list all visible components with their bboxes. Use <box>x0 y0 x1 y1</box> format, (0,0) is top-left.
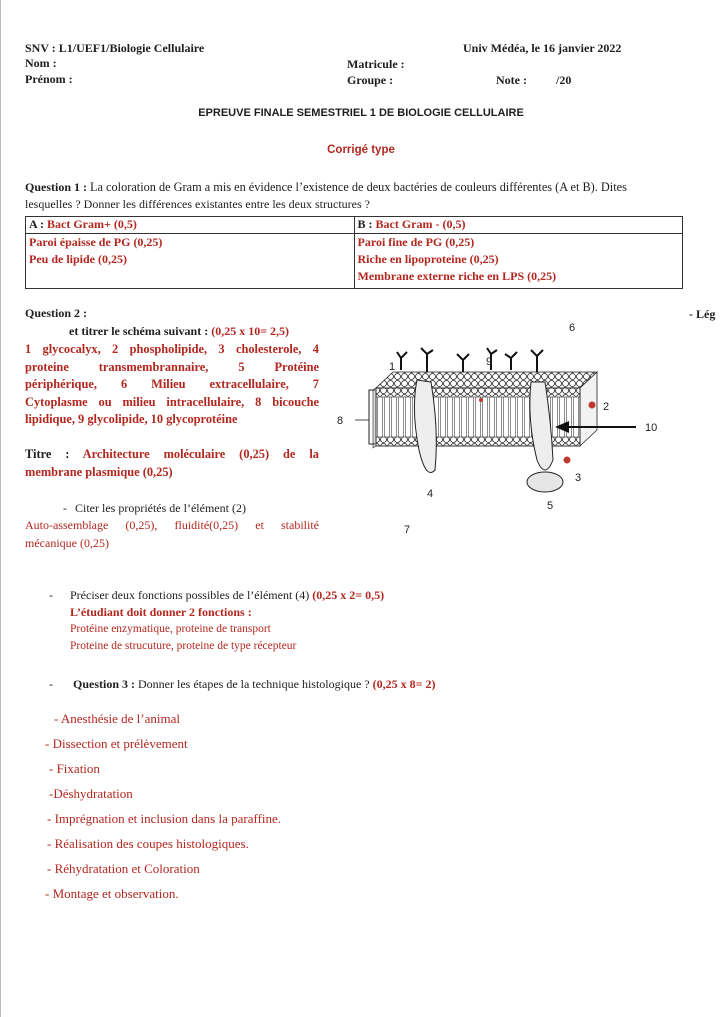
nom-label: Nom : <box>25 56 57 70</box>
col-a-cell <box>26 234 355 289</box>
q1-line2: lesquelles ? Donner les différences existantes entre les deux structures ? <box>25 197 370 211</box>
q1-text: La coloration de Gram a mis en évidence l’existence de deux bactéries de couleurs différentes (A et B). Dites <box>90 180 627 194</box>
col-a-item: Paroi épaisse de PG (0,25) <box>29 235 163 249</box>
transmembrane-protein-shape <box>414 380 436 473</box>
q2-answer-line: proteine transmembrannaire, 5 Protéine <box>25 359 319 374</box>
sub1-answer-block <box>25 517 319 552</box>
diagram-label-2: 2 <box>603 401 610 413</box>
diagram-label-4: 4 <box>427 488 434 500</box>
histology-step: - Fixation <box>49 761 100 776</box>
phospholipid-highlight <box>589 402 596 409</box>
diagram-label-1: 1 <box>389 361 396 373</box>
diagram-label-8: 8 <box>337 415 344 427</box>
course-header: SNV : L1/UEF1/Biologie Cellulaire <box>25 41 205 55</box>
matricule-label: Matricule : <box>347 57 405 71</box>
corrige-type: Corrigé type <box>327 144 395 156</box>
histology-step: - Dissection et prélèvement <box>45 736 188 751</box>
cholesterol-highlight <box>564 457 571 464</box>
histology-step: - Réhydratation et Coloration <box>47 861 200 876</box>
sub1-answer-line1: Auto-assemblage (0,25), fluidité(0,25) et stabilité <box>25 518 319 532</box>
q2-titre-line1 <box>25 446 319 464</box>
histology-step: - Imprégnation et inclusion dans la paraffine. <box>47 811 282 826</box>
histology-step: - Réalisation des coupes histologiques. <box>47 836 249 851</box>
sub2-question: Préciser deux fonctions possibles de l’élément (4) <box>70 588 310 602</box>
q2-instruction-line <box>69 324 289 339</box>
col-a-header: A : Bact Gram+ (0,5) <box>26 217 355 234</box>
q3-bullet: - <box>49 677 53 691</box>
sub2-note: L’étudiant doit donner 2 fonctions : <box>70 605 252 619</box>
q2-answer-line: 1 glycocalyx, 2 phospholipide, 3 cholesterole, 4 <box>25 342 319 356</box>
q3-points: (0,25 x 8= 2) <box>372 677 436 691</box>
exam-title: EPREUVE FINALE SEMESTRIEL 1 DE BIOLOGIE CELLULAIRE <box>198 107 524 119</box>
note-label: Note : <box>496 73 527 87</box>
q3-text: Donner les étapes de la technique histologique ? <box>138 677 370 691</box>
col-b-item: Riche en lipoproteine (0,25) <box>357 252 499 266</box>
diagram-label-7: 7 <box>404 524 411 536</box>
sub2-points: (0,25 x 2= 0,5) <box>312 588 385 602</box>
gram-comparison-table <box>25 216 683 289</box>
col-b-cell <box>354 234 683 289</box>
prenom-label: Prénom : <box>25 72 73 86</box>
q2-answer-line: Cytoplasme ou milieu intracellulaire, 8 bicouche <box>25 394 319 409</box>
q2-answer-line: périphérique, 6 Milieu extracellulaire, 7 <box>25 377 319 392</box>
sub1-question: Citer les propriétés de l’élément (2) <box>75 501 246 515</box>
q2-titre-line2: membrane plasmique (0,25) <box>25 464 173 479</box>
q1-label: Question 1 : <box>25 180 88 194</box>
q2-instruction: et titrer le schéma suivant : <box>69 324 209 338</box>
q2-label: Question 2 : <box>25 306 88 320</box>
col-b-header: B : Bact Gram - (0,5) <box>354 217 683 234</box>
col-a-title: Bact Gram+ (0,5) <box>47 217 137 231</box>
col-b-item: Paroi fine de PG (0,25) <box>357 235 475 249</box>
q3-label: Question 3 : <box>73 677 136 691</box>
q2-points: (0,25 x 10= 2,5) <box>211 324 290 338</box>
sub2-answer-line2: Proteine de strucuture, proteine de type récepteur <box>70 640 297 652</box>
lipid-bilayer <box>373 372 597 448</box>
col-b-item: Membrane externe riche en LPS (0,25) <box>357 269 557 283</box>
histology-step: -Déshydratation <box>49 786 133 801</box>
sub1-answer-line2: mécanique (0,25) <box>25 535 109 550</box>
diagram-label-5: 5 <box>547 500 554 512</box>
sub2-bullet: - <box>49 588 53 602</box>
sub1-bullet: - <box>63 501 67 515</box>
note-total: /20 <box>556 73 572 87</box>
titre-label: Titre : <box>25 447 70 461</box>
diagram-label-6: 6 <box>569 322 576 334</box>
histology-step: - Montage et observation. <box>45 886 179 901</box>
lipid-dot <box>479 398 483 402</box>
histology-step: - Anesthésie de l’animal <box>54 711 180 726</box>
univ-date: Univ Médéa, le 16 janvier 2022 <box>463 41 622 55</box>
col-b-title: Bact Gram - (0,5) <box>375 217 466 231</box>
q2-cut-text: - Lég <box>689 307 716 321</box>
membrane-diagram <box>331 310 671 540</box>
peripheral-protein-shape <box>527 472 563 492</box>
q2-answer-block <box>25 341 319 429</box>
titre-answer: Architecture moléculaire (0,25) de la <box>82 447 319 461</box>
col-a-item: Peu de lipide (0,25) <box>29 252 127 266</box>
q2-answer-line: lipidique, 9 glycolipide, 10 glycoprotéine <box>25 412 238 427</box>
diagram-label-9: 9 <box>486 356 493 368</box>
diagram-label-3: 3 <box>575 472 582 484</box>
q2-titre-block <box>25 446 319 481</box>
sub2-answer-line1: Protéine enzymatique, proteine de transport <box>70 623 271 635</box>
diagram-label-10: 10 <box>645 422 658 434</box>
glycocalyx-chains <box>397 348 543 372</box>
q1-line1 <box>25 180 627 195</box>
q3-line <box>73 677 435 692</box>
sub2-question-line <box>70 588 384 603</box>
groupe-label: Groupe : <box>347 73 394 87</box>
